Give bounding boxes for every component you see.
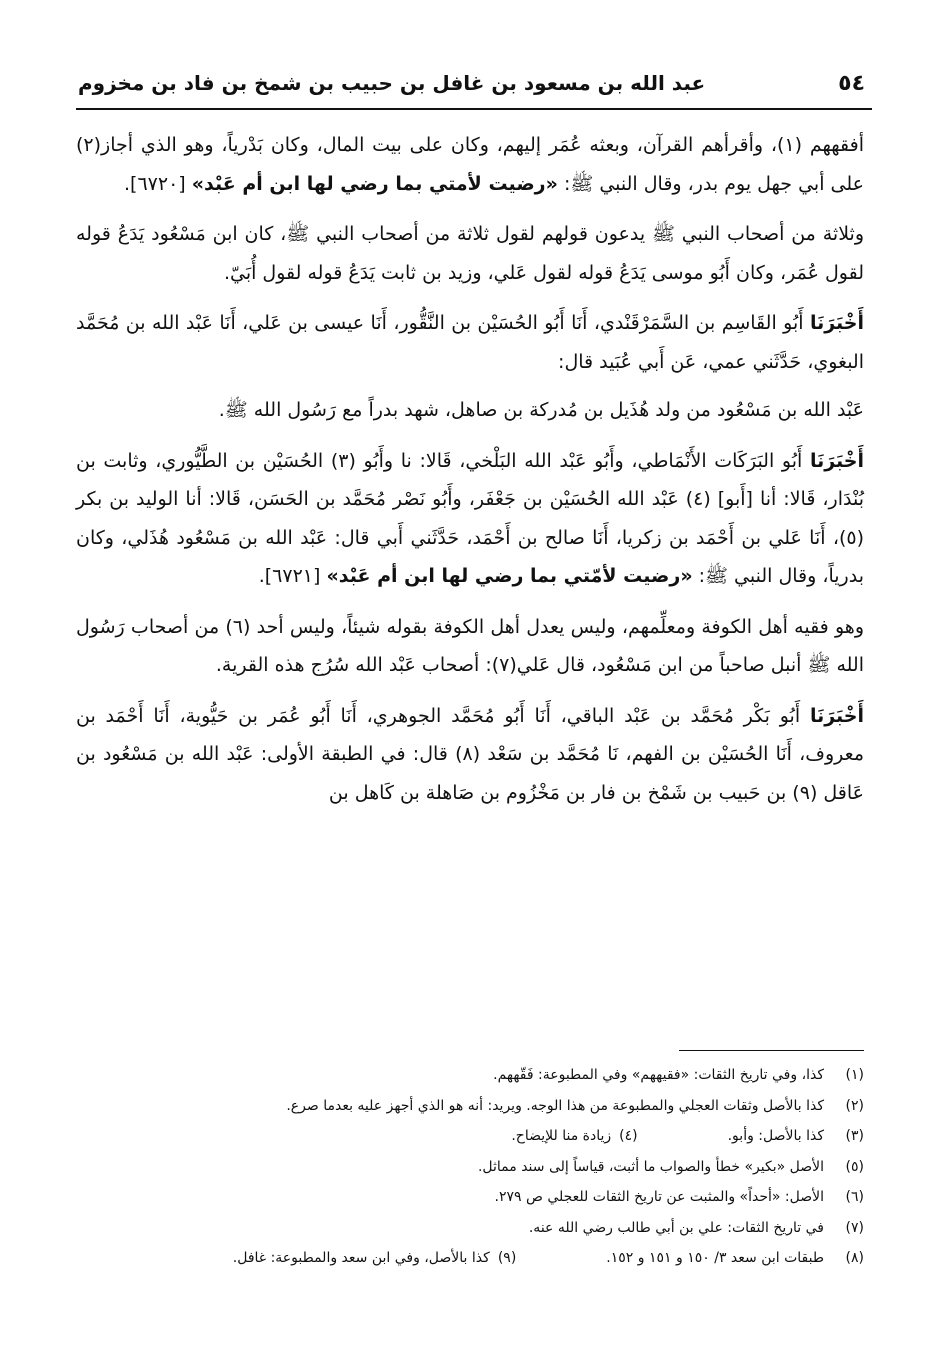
running-header — [78, 60, 865, 106]
footnote — [100, 1091, 864, 1122]
paragraph-text: أَبُو القَاسِم بن السَّمَرْقَنْدي، أَنَا أَبُو الحُسَيْن بن النَّقُّور، أَنَا عيسى بن عَلي، أَنَا عَبْد الله بن مُحَمَّد البغوي، حَدَّثَني عمي، عَن أَبي عُبَيد قال: — [76, 312, 864, 373]
paragraph — [76, 697, 864, 813]
paragraph — [76, 304, 864, 381]
footnote — [606, 1243, 864, 1274]
footnote-number: (٦) — [845, 1189, 864, 1205]
paragraph-text: وثلاثة من أصحاب النبي ﷺ يدعون قولهم لقول ثلاثة من أصحاب النبي ﷺ، كان ابن مَسْعُود يَدَعُ قوله لقول عُمَر، وكان أَبُو موسى يَدَعُ قوله لقول عَلي، وزيد بن ثابت يَدَعُ قوله لقول أُبَيّ. — [76, 223, 864, 284]
footnote-text: في تاريخ الثقات: علي بن أبي طالب رضي الله عنه. — [528, 1219, 824, 1236]
footnote-text: كذا بالأصل وثقات العجلي والمطبوعة من هذا الوجه. ويريد: أنه هو الذي أجهز عليه بعدما صرع. — [286, 1097, 824, 1114]
paragraph — [76, 608, 864, 685]
page-number: ٥٤ — [838, 70, 865, 96]
header-divider — [76, 108, 872, 110]
footnote-text: كذا، وفي تاريخ الثقات: «فقيههم» وفي المطبوعة: فَقّههم. — [493, 1067, 824, 1083]
footnote-text: طبقات ابن سعد ٣/ ١٥٠ و ١٥١ و ١٥٢. — [606, 1250, 824, 1266]
hadith-ref: [٦٧٢٠]. — [124, 172, 186, 195]
footnote-number: (٣) — [845, 1128, 864, 1144]
isnad-lead: أَخْبَرَنَا — [809, 704, 864, 727]
footnote-row — [100, 1121, 864, 1152]
isnad-lead: أَخْبَرَنَا — [809, 312, 864, 334]
isnad-lead: أَخْبَرَنَا — [809, 449, 865, 472]
footnote-text: كذا بالأصل، وفي ابن سعد والمطبوعة: غافل. — [232, 1250, 490, 1266]
footnote — [728, 1121, 864, 1152]
paragraph-text: أفقههم (١)، وأقرأهم القرآن، وبعثه عُمَر إليهم، وكان على بيت المال، وكان بَدْرياً، وهو الذي أجاز(٢) على أبي جهل يوم بدر، وقال النبي ﷺ: — [76, 134, 864, 195]
footnote-row — [100, 1243, 864, 1274]
footnote — [100, 1060, 864, 1091]
footnote — [511, 1121, 637, 1152]
main-text — [76, 126, 864, 824]
paragraph-text: أَبُو البَرَكَات الأَنْمَاطي، وأَبُو عَبْد الله البَلْخي، قَالا: نا وأَبُو (٣) الحُسَيْن بن الطَّيُّوري، وثابت بن بُنْدَار، قَالا: أنا [أَبو] (٤) عَبْد الله الحُسَيْن بن جَعْفَر، وأَبُو نَصْر مُحَمَّد بن الحَسَن، قَالا: أنا الوليد بن بكر (٥)، أَنَا عَلي بن أَحْمَد بن زكريا، أَنَا صالح بن أَحْمَد، حَدَّثَني أَبي قال: عَبْد الله بن مَسْعُود هُذَلي، وكان بدرياً، وقال النبي ﷺ: — [76, 449, 865, 587]
footnote-number: (١) — [845, 1067, 864, 1083]
footnote-number: (٨) — [845, 1250, 864, 1266]
paragraph — [76, 126, 864, 203]
paragraph-text: وهو فقيه أهل الكوفة ومعلِّمهم، وليس يعدل أهل الكوفة بقوله شيئاً، وليس أحد (٦) من أصحاب رَسُول الله ﷺ أنبل صاحباً من ابن مَسْعُود، قال عَلي(٧): أصحاب عَبْد الله سُرُج هذه القرية. — [76, 615, 864, 676]
footnote — [100, 1152, 864, 1183]
footnote-text: زيادة منا للإيضاح. — [511, 1128, 612, 1144]
paragraph-text: عَبْد الله بن مَسْعُود من ولد هُذَيل بن مُدركة بن صاهل، شهد بدراً مع رَسُول الله ﷺ. — [218, 399, 864, 421]
paragraph — [76, 215, 864, 292]
footnotes — [100, 1060, 864, 1274]
footnote-number: (٢) — [845, 1097, 864, 1114]
footnote — [233, 1243, 517, 1274]
footnote-divider — [679, 1050, 864, 1051]
footnote-number: (٥) — [845, 1158, 864, 1175]
hadith-quote: «رضيت لأمّتي بما رضي لها ابن أم عَبْد» — [326, 565, 693, 587]
hadith-quote: «رضيت لأمتي بما رضي لها ابن أم عَبْد» — [191, 172, 558, 195]
footnote — [100, 1213, 864, 1244]
footnote-number: (٤) — [619, 1128, 638, 1144]
paragraph — [76, 391, 864, 430]
footnote — [100, 1182, 864, 1213]
footnote-number: (٧) — [845, 1219, 864, 1236]
running-title: عبد الله بن مسعود بن غافل بن حبيب بن شمخ بن فاد بن مخزوم — [78, 71, 706, 95]
footnote-text: الأصل «بكير» خطأ والصواب ما أثبت، قياساً إلى سند مماثل. — [477, 1158, 824, 1175]
footnote-number: (٩) — [497, 1250, 517, 1266]
hadith-ref: [٦٧٢١]. — [258, 565, 321, 587]
paragraph — [76, 442, 864, 596]
paragraph-text: أَبُو بَكْر مُحَمَّد بن عَبْد الباقي، أَنَا أَبُو مُحَمَّد الجوهري، أَنَا أَبُو عُمَر بن حَيُّوية، أَنَا أَحْمَد بن معروف، أَنَا الحُسَيْن بن الفهم، نَا مُحَمَّد بن سَعْد (٨) قال: في الطبقة الأولى: عَبْد الله بن مَسْعُود بن عَاقل (٩) بن حَبيب بن شَمْخ بن فار بن مَخْزُوم بن صَاهلة بن كَاهل بن — [76, 704, 864, 804]
footnote-text: الأصل: «أحداً» والمثبت عن تاريخ الثقات للعجلي ص ٢٧٩. — [494, 1189, 824, 1205]
footnote-text: كذا بالأصل: وأبو. — [727, 1128, 824, 1144]
